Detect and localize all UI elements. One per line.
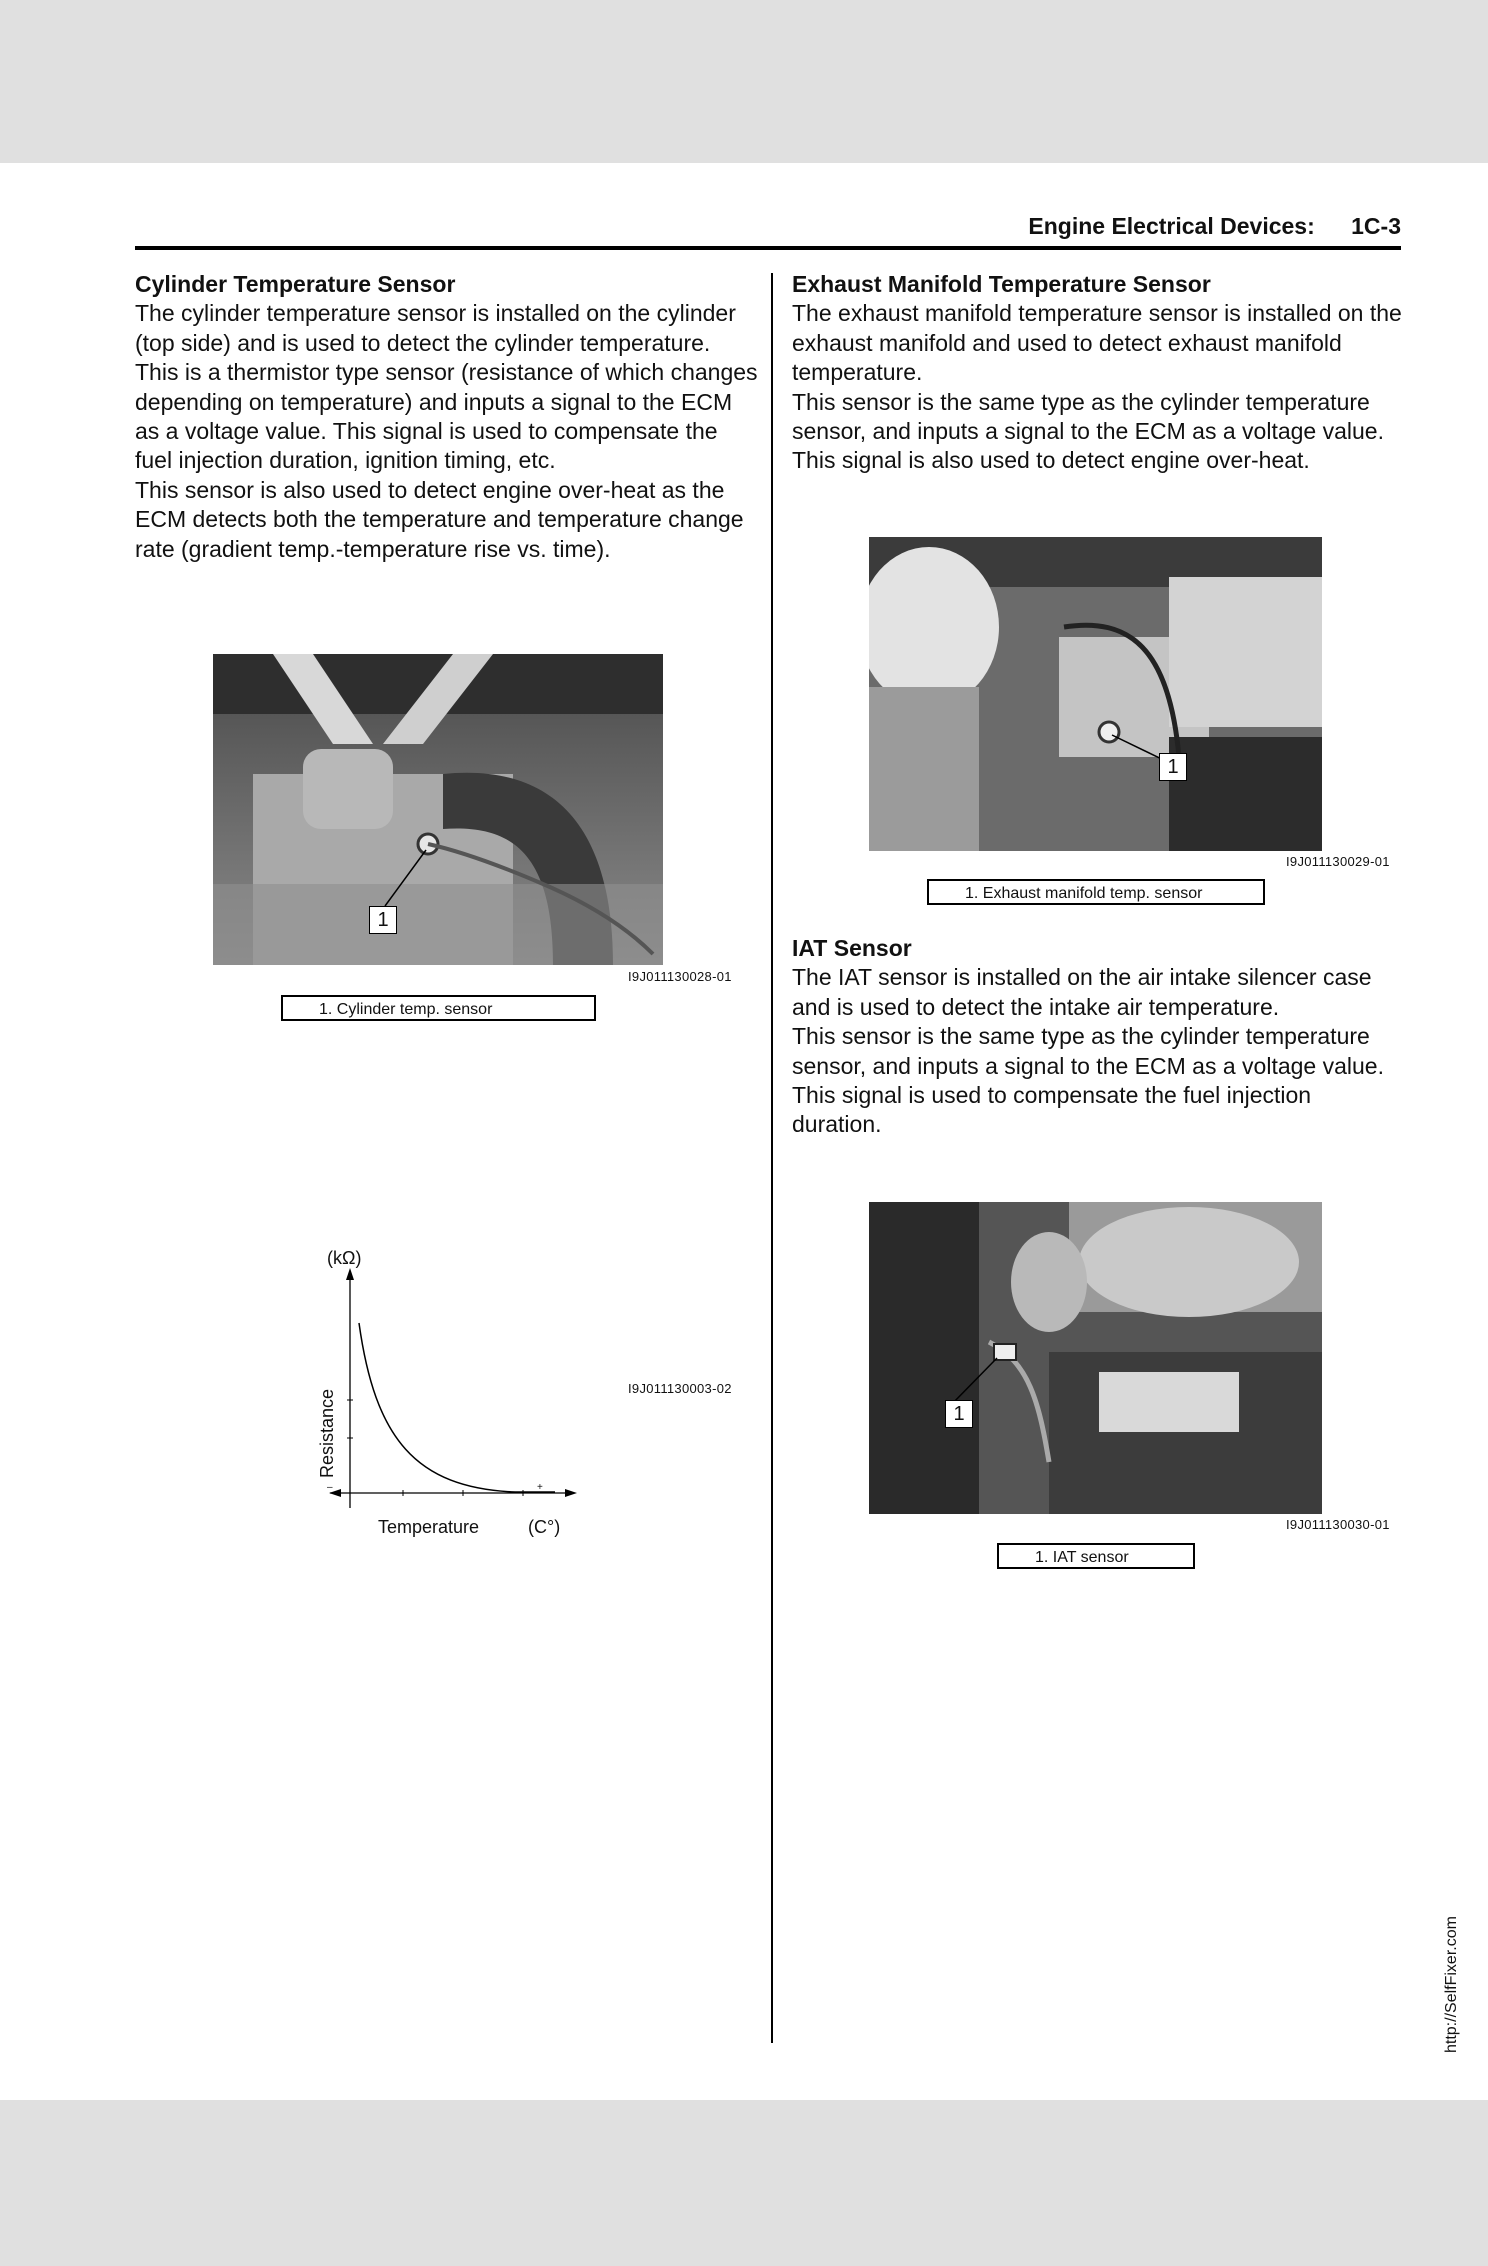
iat-sensor-heading: IAT Sensor — [792, 935, 912, 961]
paragraph: This sensor is the same type as the cylinder temperature sensor, and inputs a signal to the ECM as a voltage value. — [792, 388, 1384, 445]
figure-caption: 1. IAT sensor — [997, 1543, 1195, 1569]
figure-id: I9J011130029-01 — [1286, 854, 1390, 869]
paragraph: This signal is used to compensate the fuel injection duration. — [792, 1082, 1312, 1138]
minus-marker: – — [327, 1482, 333, 1493]
side-url: http://SelfFixer.com — [1443, 1916, 1460, 2053]
figure-id: I9J011130003-02 — [628, 1381, 732, 1396]
paragraph: The IAT sensor is installed on the air intake silencer case and is used to detect the intake air temperature. — [792, 964, 1372, 1020]
paragraph: This sensor is also used to detect engine over-heat as the ECM detects both the temperature and temperature change rate (gradient temp.-temperature rise vs. time). — [135, 476, 744, 562]
manual-page — [0, 163, 1488, 2100]
left-column — [135, 270, 760, 564]
paragraph: This is a thermistor type sensor (resistance of which changes depending on temperature) and inputs a signal to the ECM as a voltage value. This signal is used to compensate the fuel injection duration, ignition timing, etc. — [135, 359, 758, 474]
resistance-curve — [359, 1323, 555, 1492]
x-axis-label: Temperature — [378, 1517, 480, 1537]
callout-label: 1 — [945, 1400, 973, 1428]
plus-marker: + — [537, 1482, 543, 1493]
figure-caption: 1. Cylinder temp. sensor — [281, 995, 596, 1021]
exhaust-sensor-photo — [869, 537, 1322, 851]
figure-caption: 1. Exhaust manifold temp. sensor — [927, 879, 1265, 905]
callout-label: 1 — [1159, 753, 1187, 781]
y-axis-label: Resistance — [317, 1388, 337, 1478]
callout-label: 1 — [369, 906, 397, 934]
cylinder-sensor-photo — [213, 654, 663, 965]
cylinder-sensor-heading: Cylinder Temperature Sensor — [135, 271, 456, 297]
page-header — [135, 213, 1401, 239]
figure-id: I9J011130030-01 — [1286, 1517, 1390, 1532]
page-number: 1C-3 — [1351, 213, 1401, 239]
iat-sensor-photo — [869, 1202, 1322, 1514]
exhaust-sensor-heading: Exhaust Manifold Temperature Sensor — [792, 271, 1211, 297]
column-divider — [771, 273, 773, 2043]
paragraph: This signal is also used to detect engine over-heat. — [792, 447, 1310, 474]
paragraph: This sensor is the same type as the cylinder temperature sensor, and inputs a signal to the ECM as a voltage value. — [792, 1023, 1384, 1079]
paragraph: The cylinder temperature sensor is installed on the cylinder (top side) and is used to detect the cylinder temperature. — [135, 300, 736, 356]
right-column-top — [792, 270, 1402, 476]
x-unit-label: (C°) — [528, 1517, 561, 1537]
figure-id: I9J011130028-01 — [628, 969, 732, 984]
resistance-graph — [305, 1238, 605, 1538]
header-rule — [135, 246, 1401, 250]
paragraph: The exhaust manifold temperature sensor is installed on the exhaust manifold and used to detect exhaust manifold temperature. — [792, 300, 1402, 386]
y-unit-label: (kΩ) — [327, 1248, 362, 1268]
right-column-iat — [792, 934, 1402, 1140]
section-title: Engine Electrical Devices: — [1028, 213, 1315, 239]
